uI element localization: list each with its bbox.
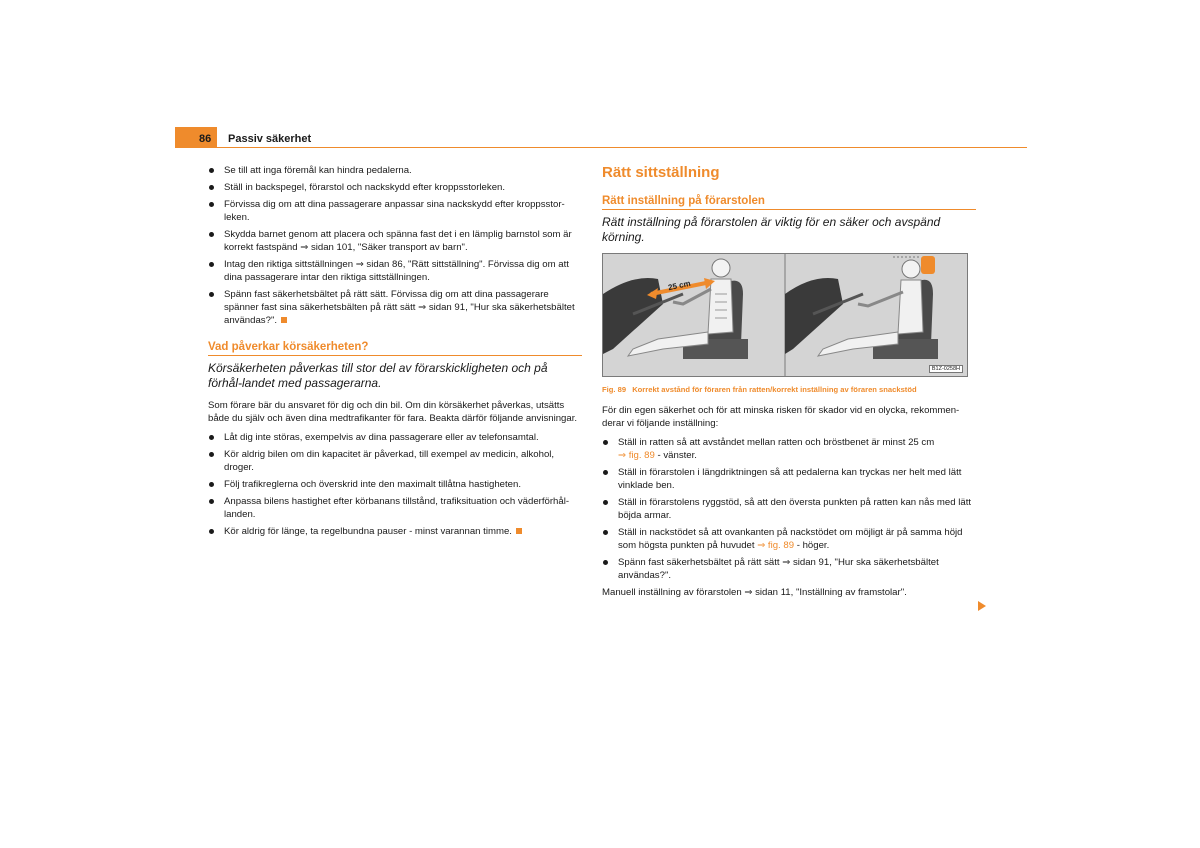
header-rule [175,147,1027,148]
page-number: 86 [199,133,212,145]
lead-text: Körsäkerheten påverkas till stor del av förarskickligheten och på förhål-landet med passagerarna. [208,361,548,390]
figure-number: Fig. 89 [602,385,627,394]
bullet-icon [209,202,214,207]
section-title: Passiv säkerhet [228,133,312,145]
figure-caption [602,385,976,394]
list-item: Ställ in förarstolen i längdriktningen så att pedalerna kan tryckas ner helt med lätt vinklade ben. [602,466,976,492]
footer-reference: Manuell inställning av förarstolen ⇒ sidan 11, "Inställning av framstolar". [602,587,907,598]
end-square-icon [516,528,522,534]
bullet-icon [209,435,214,440]
bullet-icon [603,530,608,535]
right-column [602,164,976,605]
subsection-heading: Vad påverkar körsäkerheten? [208,341,582,356]
bullet-icon [209,292,214,297]
list-item: Kör aldrig för länge, ta regelbundna pauser - minst varannan timme. [208,525,582,538]
bullet-icon [603,560,608,565]
figure-code: B1Z-0258H [929,365,963,373]
bullet-icon [209,482,214,487]
list-item: Skydda barnet genom att placera och spänna fast det i en lämplig barnstol som är korrekt fastspänd ⇒ sidan 101, "Säker transport av barn". [208,228,582,254]
list-item: Ställ in förarstolens ryggstöd, så att den översta punkten på ratten kan nås med lätt böjda armar. [602,496,976,522]
bullet-icon [603,470,608,475]
list-item: Spänn fast säkerhetsbältet på rätt sätt ⇒ sidan 91, "Hur ska säkerhetsbältet användas?". [602,556,976,582]
list-item: Kör aldrig bilen om din kapacitet är påverkad, till exempel av medicin, alkohol, droger. [208,448,582,474]
bullet-icon [209,529,214,534]
list-item: Ställ in nackstödet så att ovankanten på nackstödet om möjligt är på samma höjd som högsta punkten på huvudet ⇒ fig. 89 - höger. [602,526,976,552]
caption-text: Korrekt avstånd för föraren från ratten/korrekt inställning av föraren snackstöd [632,385,917,394]
list-item: Se till att inga föremål kan hindra pedalerna. [208,164,582,177]
list-item: Ställ in backspegel, förarstol och nackskydd efter kroppsstorleken. [208,181,582,194]
bullet-icon [209,452,214,457]
lead-text: Rätt inställning på förarstolen är viktig för en säker och avspänd körning. [602,215,941,244]
bullet-icon [209,499,214,504]
seat-illustration [603,254,967,376]
list-item: Låt dig inte störas, exempelvis av dina passagerare eller av telefonsamtal. [208,431,582,444]
seat-position-figure [602,253,968,377]
bullet-icon [209,168,214,173]
list-item: Intag den riktiga sittställningen ⇒ sidan 86, "Rätt sittställning". Förvissa dig om att dina passagerare intar den riktiga sittställningen. [208,258,582,284]
list-item: Spänn fast säkerhetsbältet på rätt sätt. Förvissa dig om att dina passagerare spänner fast sina säkerhetsbälten på rätt sätt ⇒ sidan 91, "Hur ska säkerhetsbältet användas?". [208,288,582,327]
figure-link[interactable]: ⇒ fig. 89 [757,540,795,551]
bullet-icon [209,185,214,190]
end-square-icon [281,317,287,323]
page-title: Rätt sittställning [602,164,720,181]
list-item: Ställ in ratten så att avståndet mellan ratten och bröstbenet är minst 25 cm ⇒ fig. 89 - vänster. [602,436,976,462]
left-column [208,164,582,542]
figure-link[interactable]: ⇒ fig. 89 [618,450,655,461]
subsection-heading: Rätt inställning på förarstolen [602,195,976,210]
body-paragraph: För din egen säkerhet och för att minska risken för skador vid en olycka, rekommen-derar vi följande inställning: [602,405,960,429]
bullet-icon [603,500,608,505]
distance-label: 25 cm [667,278,692,293]
continue-arrow-icon [978,601,986,611]
bullet-icon [603,440,608,445]
list-item: Förvissa dig om att dina passagerare anpassar sina nackskydd efter kroppsstor-leken. [208,198,582,224]
body-paragraph: Som förare bär du ansvaret för dig och din bil. Om din körsäkerhet påverkas, utsätts både du själv och även dina medtrafikanter för fara. Beakta därför följande anvisningar. [208,400,578,424]
bullet-icon [209,262,214,267]
list-item: Följ trafikreglerna och överskrid inte den maximalt tillåtna hastigheten. [208,478,582,491]
bullet-icon [209,232,214,237]
list-item: Anpassa bilens hastighet efter körbanans tillstånd, trafiksituation och väderförhål-landen. [208,495,582,521]
